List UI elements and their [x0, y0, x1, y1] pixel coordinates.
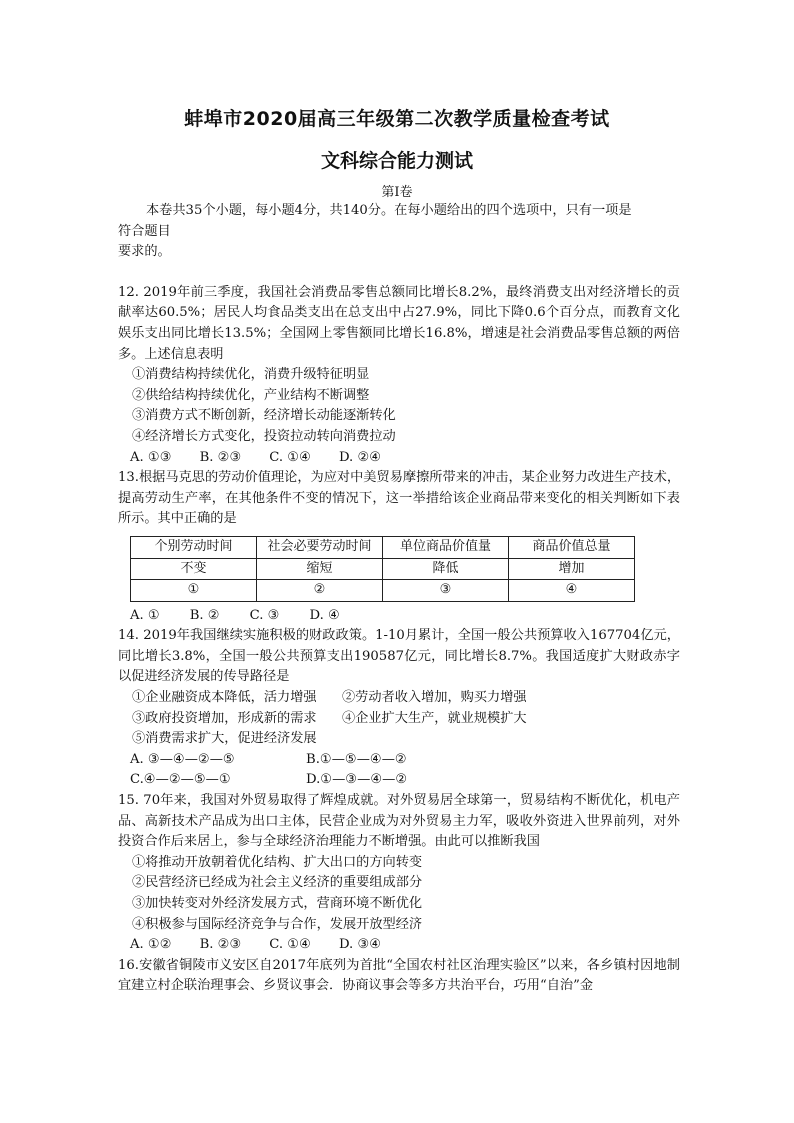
table-row — [131, 580, 635, 602]
option-c: C.④—②—⑤—① — [130, 772, 231, 788]
statement-item: ④经济增长方式变化，投资拉动转向消费拉动 — [132, 428, 396, 444]
table-cell: 缩短 — [257, 558, 383, 580]
table-cell: ① — [131, 580, 257, 602]
option-c: C. ①④ — [269, 449, 311, 465]
question-stem: 14. 2019年我国继续实施积极的财政政策。1-10月累计，全国一般公共预算收入167704亿元，同比增长3.8%，全国一般公共预算支出190587亿元，同比增长8.7%。我国适度扩大财政赤字以促进经济发展的传导路径是 — [118, 628, 680, 685]
option-a: A. ①② — [130, 937, 172, 953]
question-13 — [118, 468, 680, 626]
table-header-cell: 商品价值总量 — [509, 536, 635, 558]
option-a: A. ③—④—②—⑤ — [130, 751, 235, 767]
option-a: A. ①③ — [130, 449, 172, 465]
table-cell: ③ — [383, 580, 509, 602]
answer-options — [118, 935, 680, 956]
table-cell: 降低 — [383, 558, 509, 580]
statement-item: ②民营经济已经成为社会主义经济的重要组成部分 — [132, 875, 423, 891]
statement-item: ②供给结构持续优化，产业结构不断调整 — [132, 387, 370, 403]
statement-item: ④企业扩大生产，就业规模扩大 — [342, 710, 527, 726]
table-cell: ② — [257, 580, 383, 602]
answer-options — [118, 448, 680, 469]
question-stem: 16.安徽省铜陵市义安区自2017年底列为首批“全国农村社区治理实验区”以来，各乡镇村因地制宜建立村企联治理事会、乡贤议事会．协商议事会等多方共治平台，巧用“自治”金 — [118, 957, 680, 994]
table-cell: ④ — [509, 580, 635, 602]
option-a: A. ① — [130, 607, 160, 623]
table-row — [131, 558, 635, 580]
statement-item: ①将推动开放朝着优化结构、扩大出口的方向转变 — [132, 854, 423, 870]
statement-item: ③加快转变对外经济发展方式，营商环境不断优化 — [132, 896, 423, 911]
statement-item: ③政府投资增加，形成新的需求 — [132, 710, 317, 726]
question-16 — [118, 956, 680, 997]
statement-item: ④积极参与国际经济竞争与合作，发展开放型经济 — [132, 916, 423, 932]
question-stem: 12. 2019年前三季度，我国社会消费品零售总额同比增长8.2%，最终消费支出对经济增长的贡献率达60.5%；居民人均食品类支出在总支出中占27.9%，同比下降0.6个百分点，而教育文化娱乐支出同比增长13.5%；全国网上零售额同比增长16.8%，增速是社会消费品零售总额的两倍多。上述信息表明 — [118, 284, 680, 362]
statement-row — [118, 709, 680, 730]
table-header-row — [131, 536, 635, 558]
option-b: B. ② — [189, 607, 220, 623]
option-b: B. ②③ — [199, 449, 242, 465]
statement-item: ②劳动者收入增加，购买力增强 — [342, 690, 527, 706]
statement-item: ③消费方式不断创新，经济增长动能逐渐转化 — [132, 408, 396, 424]
question-14 — [118, 626, 680, 791]
exam-body — [118, 201, 680, 997]
question-12 — [118, 283, 680, 468]
answer-options — [118, 750, 680, 771]
question-15 — [118, 791, 680, 956]
option-d: D. ③④ — [338, 937, 382, 953]
judgment-table — [130, 536, 635, 602]
option-d: D.①—③—④—② — [306, 772, 408, 788]
table-cell: 不变 — [131, 558, 257, 580]
option-c: C. ①④ — [269, 937, 311, 953]
statement-item: ①企业融资成本降低，活力增强 — [132, 690, 317, 706]
option-d: D. ④ — [309, 607, 340, 623]
question-stem: 15. 70年来，我国对外贸易取得了辉煌成就。对外贸易居全球第一，贸易结构不断优化，机电产品、高新技术产品成为出口主体，民营企业成为对外贸易主力军，吸收外资进入世界前列，对外投资合作后来居上，参与全球经济治理能力不断增强。由此可以推断我国 — [118, 793, 680, 850]
table-cell: 增加 — [509, 558, 635, 580]
instruction-line: 要求的。 — [118, 244, 171, 260]
statement-item: ①消费结构持续优化，消费升级特征明显 — [132, 367, 370, 383]
option-c: C. ③ — [249, 607, 280, 623]
answer-options — [118, 606, 680, 627]
table-header-cell: 单位商品价值量 — [383, 536, 509, 558]
option-d: D. ②④ — [338, 449, 382, 465]
statement-row — [118, 688, 680, 709]
exam-title: 蚌埠市2020届高三年级第二次教学质量检查考试 — [184, 108, 610, 130]
question-stem: 13.根据马克思的劳动价值理论，为应对中美贸易摩擦所带来的冲击，某企业努力改进生产技术，提高劳动生产率，在其他条件不变的情况下，这一举措给该企业商品带来变化的相关判断如下表所示。其中正确的是 — [118, 470, 680, 527]
volume-label: 第Ⅰ卷 — [381, 185, 413, 200]
answer-options — [118, 770, 680, 791]
instruction-line: 本卷共35个小题，每小题4分，共140分。在每小题给出的四个选项中，只有一项是 — [146, 203, 632, 218]
statement-item: ⑤消费需求扩大，促进经济发展 — [132, 731, 317, 747]
table-header-cell: 社会必要劳动时间 — [257, 536, 383, 558]
table-header-cell: 个别劳动时间 — [131, 536, 257, 558]
option-b: B.①—⑤—④—② — [306, 751, 407, 767]
option-b: B. ②③ — [199, 937, 242, 953]
instruction-line: 符合题目 — [118, 223, 171, 239]
exam-subtitle: 文科综合能力测试 — [320, 150, 473, 172]
